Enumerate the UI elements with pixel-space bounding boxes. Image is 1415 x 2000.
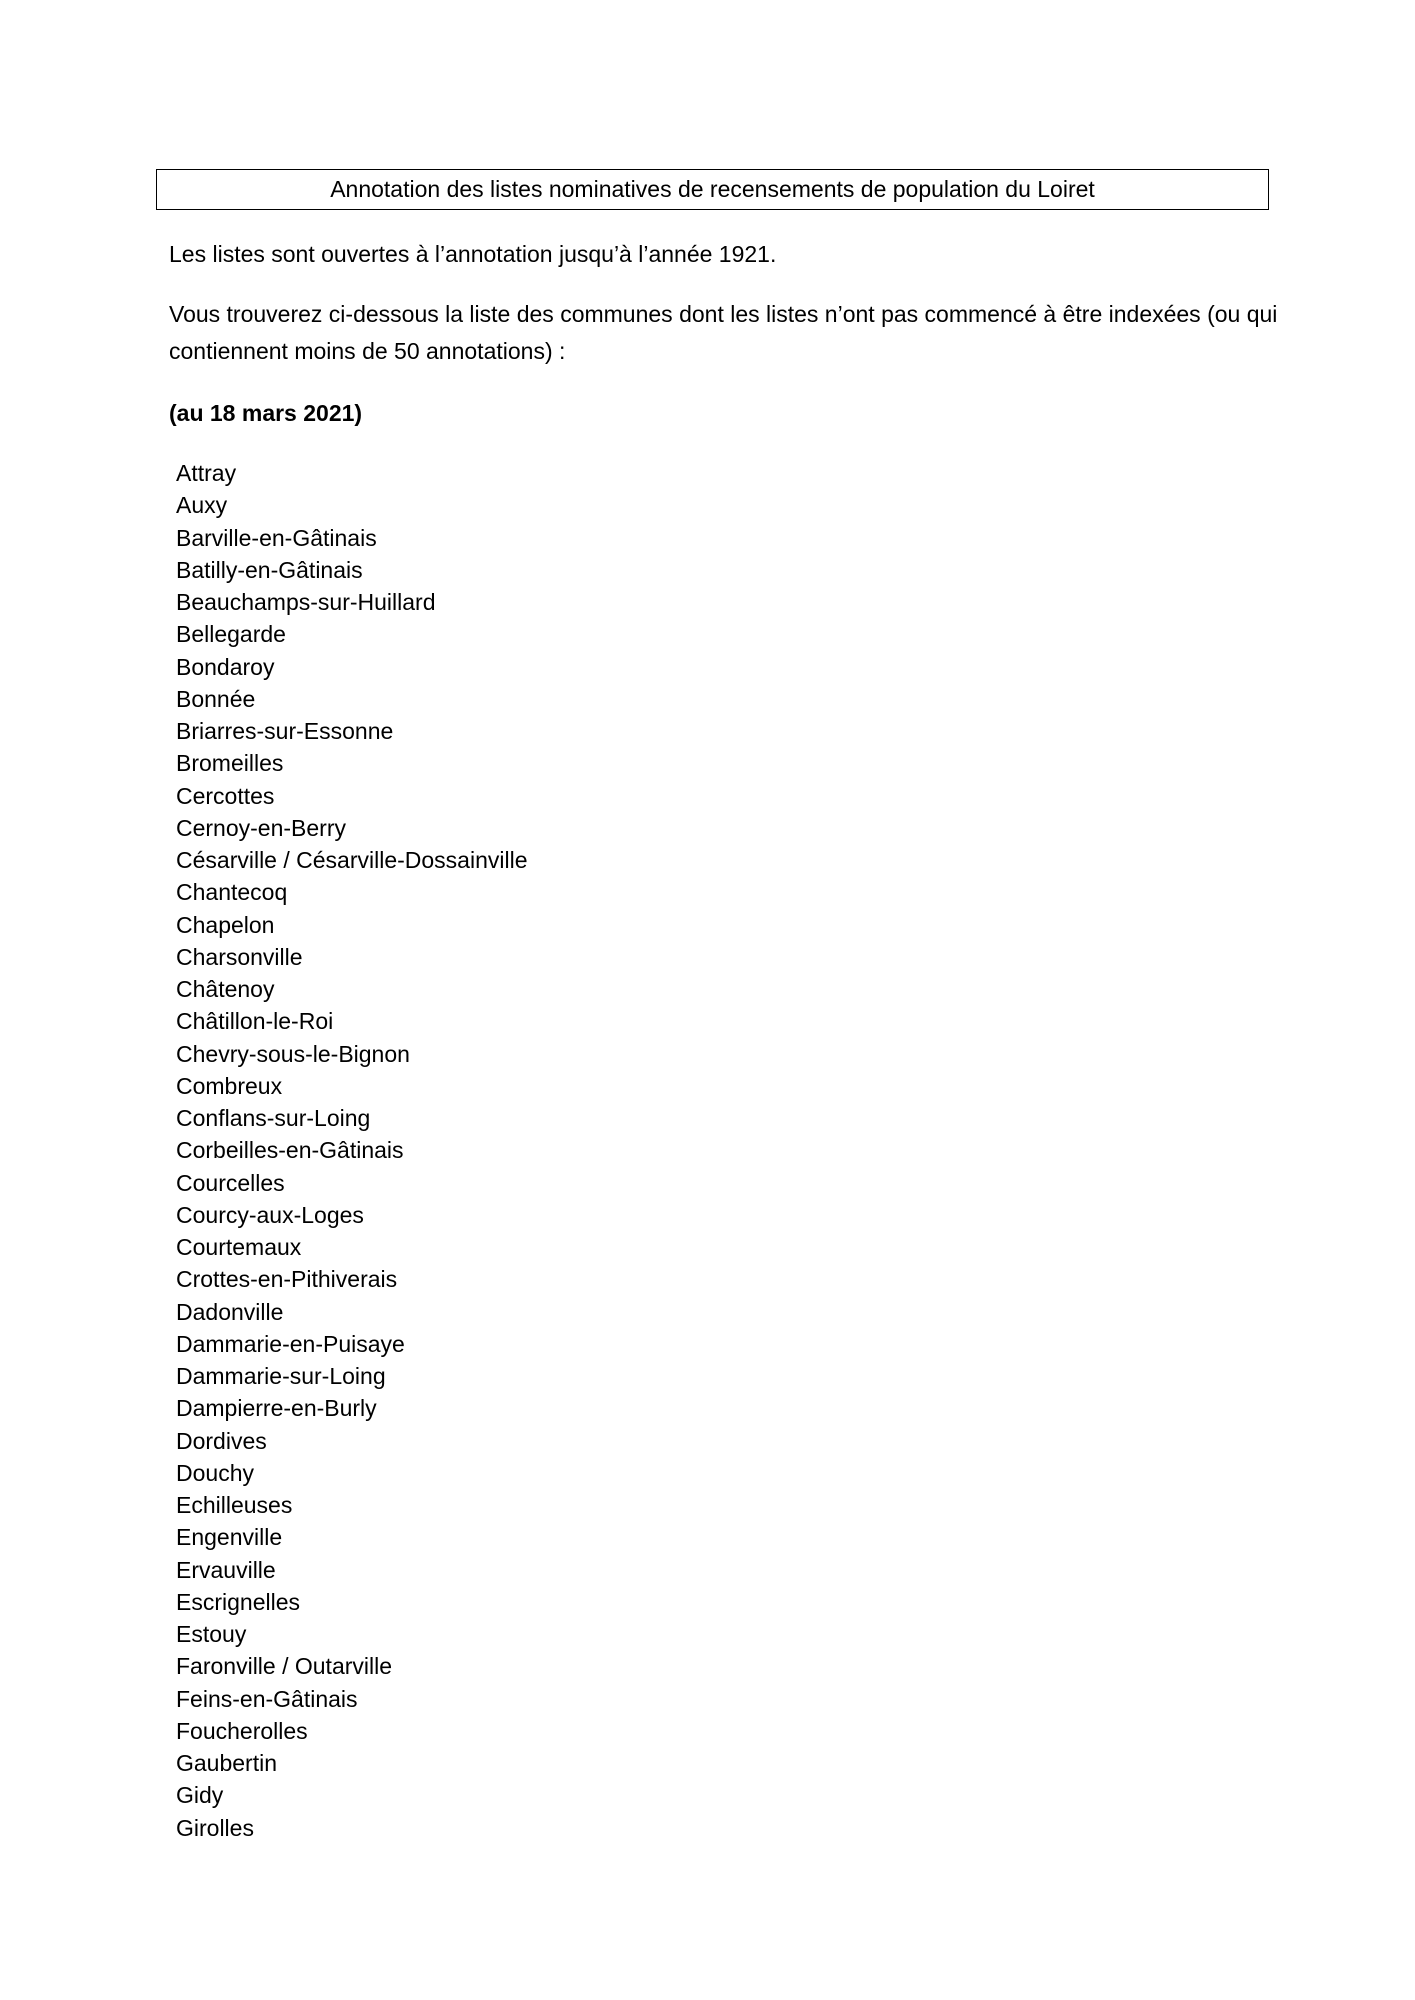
commune-list-item: Foucherolles [176, 1717, 308, 1744]
commune-list-item: Bellegarde [176, 621, 286, 648]
commune-list-item: Girolles [176, 1814, 254, 1841]
document-title-box [156, 169, 1269, 210]
commune-list-item: Cernoy-en-Berry [176, 814, 346, 841]
commune-list [176, 457, 528, 1844]
intro-paragraph: Les listes sont ouvertes à l’annotation jusqu’à l’année 1921. [169, 241, 777, 267]
commune-list-item: Dammarie-sur-Loing [176, 1363, 386, 1389]
commune-list-item: Courtemaux [176, 1234, 302, 1260]
commune-list-item: Bondaroy [176, 653, 275, 680]
commune-list-item: Bonnée [176, 685, 256, 712]
commune-list-item: Conflans-sur-Loing [176, 1105, 371, 1131]
description-paragraph: Vous trouverez ci-dessous la liste des communes dont les listes n’ont pas commencé à être indexées (ou qui contiennent moins de 50 annotations) : [169, 301, 1278, 364]
commune-list-item: Dammarie-en-Puisaye [176, 1330, 405, 1357]
commune-list-item: Châtillon-le-Roi [176, 1008, 334, 1035]
commune-list-item: Faronville / Outarville [176, 1653, 393, 1680]
commune-list-item: Charsonville [176, 943, 303, 970]
commune-list-item: Beauchamps-sur-Huillard [176, 589, 436, 615]
commune-list-item: Douchy [176, 1459, 254, 1486]
commune-list-item: Corbeilles-en-Gâtinais [176, 1137, 404, 1164]
commune-list-item: Césarville / Césarville-Dossainville [176, 847, 528, 873]
commune-list-item: Dordives [176, 1427, 267, 1454]
commune-list-item: Chantecoq [176, 879, 288, 906]
commune-list-item: Courcelles [176, 1169, 285, 1196]
commune-list-item: Echilleuses [176, 1492, 293, 1518]
commune-list-item: Combreux [176, 1072, 283, 1099]
commune-list-item: Bromeilles [176, 750, 284, 777]
commune-list-item: Feins-en-Gâtinais [176, 1685, 358, 1712]
commune-list-item: Châtenoy [176, 976, 275, 1002]
commune-list-item: Batilly-en-Gâtinais [176, 556, 363, 583]
commune-list-item: Courcy-aux-Loges [176, 1201, 364, 1228]
commune-list-item: Chapelon [176, 911, 275, 938]
commune-list-item: Gidy [176, 1782, 224, 1809]
commune-list-item: Ervauville [176, 1556, 276, 1583]
commune-list-item: Escrignelles [176, 1588, 300, 1615]
commune-list-item: Dadonville [176, 1298, 284, 1325]
commune-list-item: Crottes-en-Pithiverais [176, 1266, 398, 1293]
commune-list-item: Briarres-sur-Essonne [176, 718, 394, 744]
commune-list-item: Chevry-sous-le-Bignon [176, 1040, 410, 1067]
commune-list-item: Gaubertin [176, 1750, 278, 1776]
document-title: Annotation des listes nominatives de recensements de population du Loiret [330, 176, 1095, 202]
commune-list-item: Estouy [176, 1621, 247, 1647]
commune-list-item: Barville-en-Gâtinais [176, 524, 377, 551]
commune-list-item: Attray [176, 460, 237, 486]
commune-list-item: Engenville [176, 1524, 283, 1551]
date-note: (au 18 mars 2021) [169, 400, 363, 426]
commune-list-item: Auxy [176, 492, 228, 519]
commune-list-item: Cercottes [176, 782, 275, 809]
commune-list-item: Dampierre-en-Burly [176, 1395, 377, 1422]
